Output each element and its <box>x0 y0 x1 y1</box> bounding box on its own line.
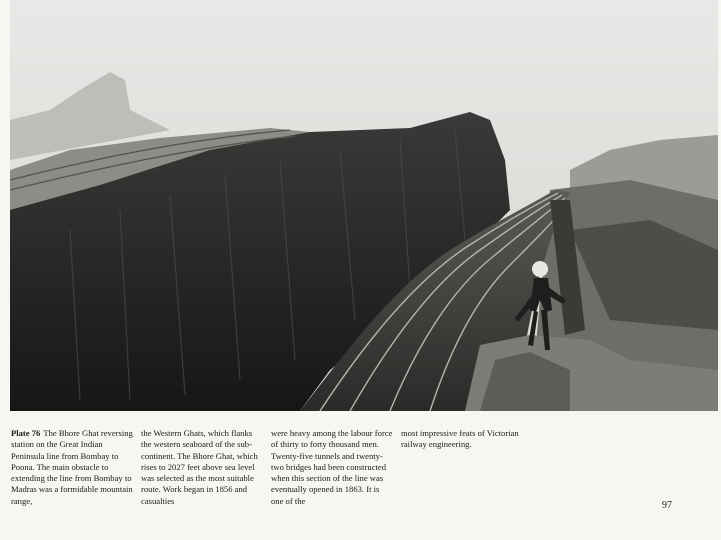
caption-column-4 <box>401 428 523 507</box>
plate-caption <box>11 428 531 507</box>
caption-column-1 <box>11 428 133 507</box>
caption-column-2 <box>141 428 263 507</box>
caption-text-2: the Western Ghats, which flanks the western seaboard of the sub-continent. The Bhore Ghat, which rises to 2027 feet above sea level was selected as the most suitable route. Work began in 1856 and casualties <box>141 428 258 506</box>
plate-label: Plate 76 <box>11 428 41 438</box>
page-number: 97 <box>662 500 672 511</box>
caption-column-3 <box>271 428 393 507</box>
plate-photograph <box>10 0 718 411</box>
caption-text-3: were heavy among the labour force of thirty to forty thousand men. Twenty-five tunnels and twenty-two bridges had been constructed when this section of the line was eventually opened in 1863. It is one of the <box>271 428 393 506</box>
railway-cliff-photo <box>10 0 718 411</box>
caption-text-1: The Bhore Ghat reversing station on the Great Indian Peninsula line from Bombay to Poona. The main obstacle to extending the line from Bombay to Madras was a formidable mountain range, <box>11 428 133 506</box>
caption-text-4: most impressive feats of Victorian railway engineering. <box>401 428 519 450</box>
